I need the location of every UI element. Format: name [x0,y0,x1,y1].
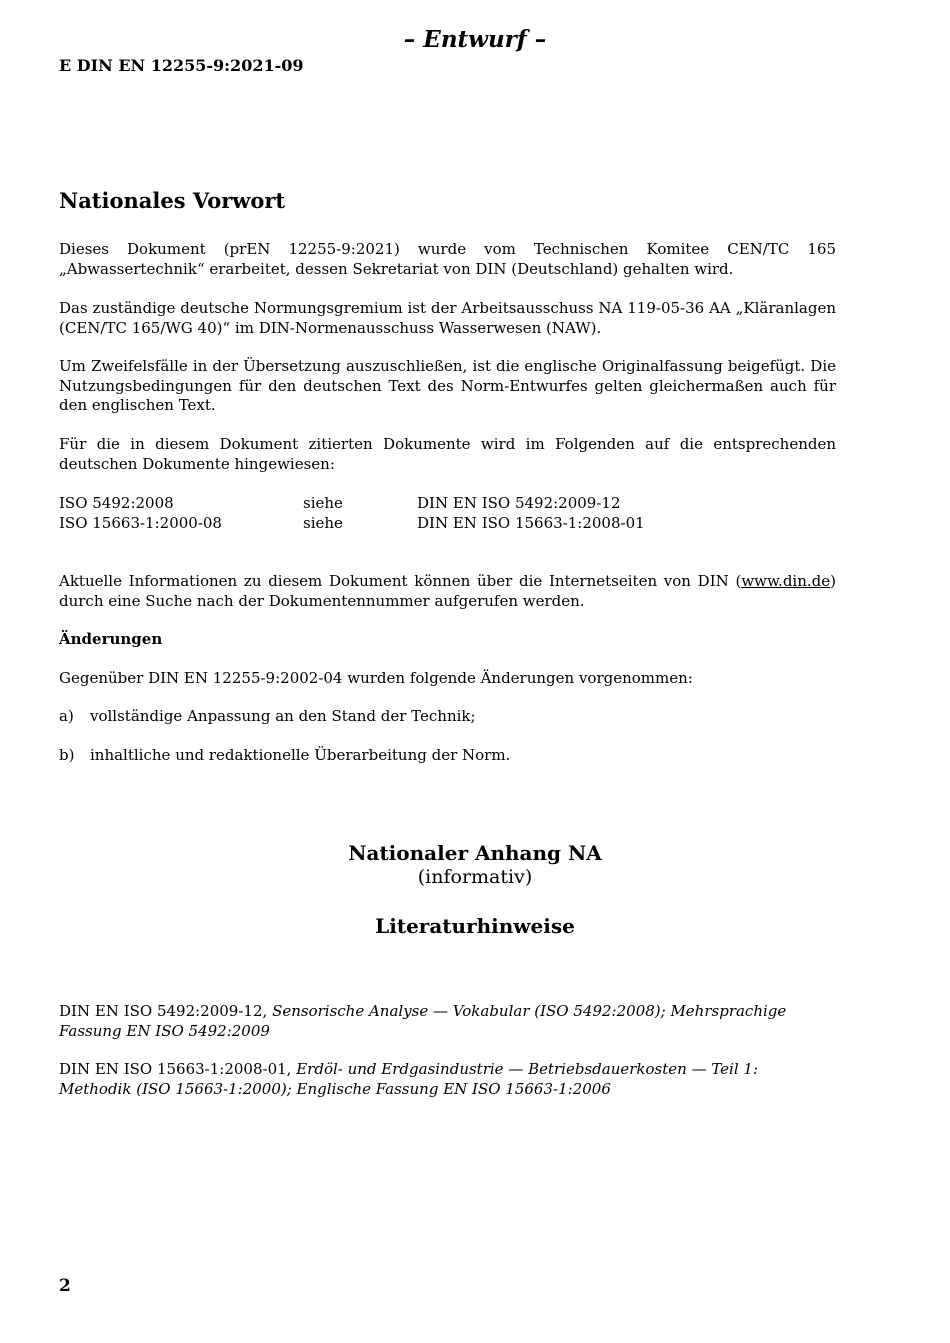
vorwort-paragraph-1: Dieses Dokument (prEN 12255-9:2021) wurde vom Technischen Komitee CEN/TC 165 „Abwassertechnik“ erarbeitet, dessen Sekretariat von DIN (Deutschland) gehalten wird. [59,240,836,278]
reference-row [59,494,836,514]
vorwort-paragraph-4: Für die in diesem Dokument zitierten Dokumente wird im Folgenden auf die entsprechenden deutschen Dokumente hingewiesen: [59,435,836,473]
vorwort-paragraph-3: Um Zweifelsfälle in der Übersetzung auszuschließen, ist die englische Originalfassung beigefügt. Die Nutzungsbedingungen für den deutschen Text des Norm-Entwurfes gelten gleichermaßen auch für den englischen Text. [59,357,836,414]
page-number: 2 [59,1276,71,1296]
iso-reference: ISO 15663-1:2000-08 [59,513,222,532]
list-marker: a) [59,707,74,725]
literature-title-text: Sensorische Analyse — Vokabular (ISO 5492:2008); Mehrsprachige Fassung EN ISO 5492:2009 [59,1002,787,1040]
literature-entry [59,1002,799,1041]
vorwort-paragraph-2: Das zuständige deutsche Normungsgremium ist der Arbeitsausschuss NA 119-05-36 AA „Kläranlagen (CEN/TC 165/WG 40)“ im DIN-Normenausschuss Wasserwesen (NAW). [59,299,836,337]
change-item-a [59,707,836,727]
list-marker: b) [59,746,75,764]
list-item-text: inhaltliche und redaktionelle Überarbeitung der Norm. [90,746,511,764]
literature-ref: DIN EN ISO 15663-1:2008-01, [59,1060,292,1078]
din-reference: DIN EN ISO 5492:2009-12 [417,494,621,512]
changes-heading: Änderungen [59,630,163,648]
literature-entry [59,1060,799,1099]
section-title: Nationales Vorwort [59,188,286,213]
see-label: siehe [303,513,343,532]
literature-title-text: Erdöl- und Erdgasindustrie — Betriebsdauerkosten — Teil 1: Methodik (ISO 15663-1:2000); Englische Fassung EN ISO 15663-1:2006 [59,1060,759,1098]
literature-title: Literaturhinweise [375,914,575,938]
draft-banner: – Entwurf – [403,26,547,53]
iso-reference: ISO 5492:2008 [59,494,174,512]
see-label: siehe [303,494,343,512]
reference-table [59,494,836,533]
list-item-text: vollständige Anpassung an den Stand der Technik; [90,707,476,725]
document-id: E DIN EN 12255-9:2021-09 [59,56,304,75]
annex-title: Nationaler Anhang NA [348,841,602,865]
literature-ref: DIN EN ISO 5492:2009-12, [59,1002,268,1020]
vorwort-paragraph-5: Aktuelle Informationen zu diesem Dokument können über die Internetseiten von DIN (www.din.de) durch eine Suche nach der Dokumentennummer aufgerufen werden. [59,572,836,610]
reference-row [59,514,836,534]
changes-intro: Gegenüber DIN EN 12255-9:2002-04 wurden folgende Änderungen vorgenommen: [59,669,693,687]
annex-subtitle: (informativ) [417,866,533,888]
din-website-link[interactable]: www.din.de [741,572,831,590]
din-reference: DIN EN ISO 15663-1:2008-01 [417,513,645,532]
change-item-b [59,746,836,766]
